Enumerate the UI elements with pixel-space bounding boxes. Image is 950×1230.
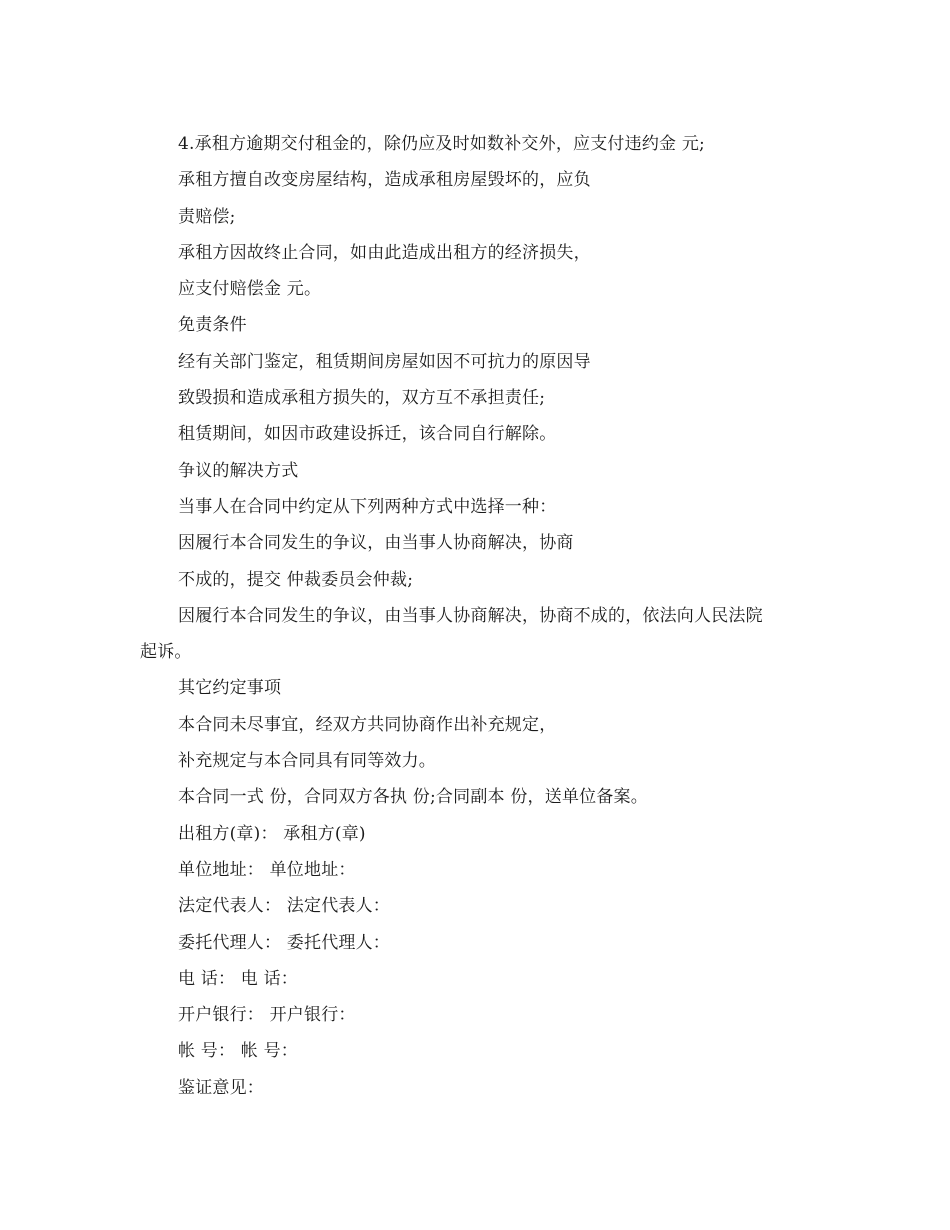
text-line: 承租方因故终止合同，如由此造成出租方的经济损失， (178, 242, 591, 263)
signature-field: 开户银行： 开户银行： (178, 1005, 356, 1026)
text-line: 责赔偿; (178, 206, 236, 227)
text-line: 起诉。 (140, 642, 192, 663)
signature-field: 法定代表人： 法定代表人： (178, 896, 391, 917)
text-line: 补充规定与本合同具有同等效力。 (178, 751, 436, 772)
signature-field: 出租方(章)： 承租方(章) (178, 823, 366, 844)
section-heading: 免责条件 (178, 315, 247, 336)
signature-field: 帐 号： 帐 号： (178, 1041, 299, 1062)
text-line: 本合同一式 份，合同双方各执 份;合同副本 份，送单位备案。 (178, 787, 648, 808)
text-line: 因履行本合同发生的争议，由当事人协商解决，协商 (178, 533, 574, 554)
text-line: 不成的，提交 仲裁委员会仲裁; (178, 569, 414, 590)
text-line: 致毁损和造成承租方损失的，双方互不承担责任; (178, 388, 546, 409)
signature-field: 电 话： 电 话： (178, 968, 299, 989)
text-line: 应支付赔偿金 元。 (178, 279, 322, 300)
signature-field: 单位地址： 单位地址： (178, 859, 356, 880)
text-line: 经有关部门鉴定，租赁期间房屋如因不可抗力的原因导 (178, 351, 591, 372)
text-line: 4.承租方逾期交付租金的，除仍应及时如数补交外，应支付违约金 元; (178, 134, 705, 154)
text-line: 租赁期间，如因市政建设拆迁，该合同自行解除。 (178, 424, 557, 445)
section-heading: 争议的解决方式 (178, 460, 299, 481)
text-line: 本合同未尽事宜，经双方共同协商作出补充规定， (178, 714, 557, 735)
text-line: 承租方擅自改变房屋结构，造成承租房屋毁坏的，应负 (178, 170, 591, 191)
document-body (140, 126, 820, 1106)
signature-field: 鉴证意见： (178, 1077, 264, 1098)
section-heading: 其它约定事项 (178, 678, 282, 699)
signature-field: 委托代理人： 委托代理人： (178, 932, 391, 953)
text-line: 因履行本合同发生的争议，由当事人协商解决，协商不成的，依法向人民法院 (178, 605, 763, 626)
text-line: 当事人在合同中约定从下列两种方式中选择一种： (178, 496, 557, 517)
